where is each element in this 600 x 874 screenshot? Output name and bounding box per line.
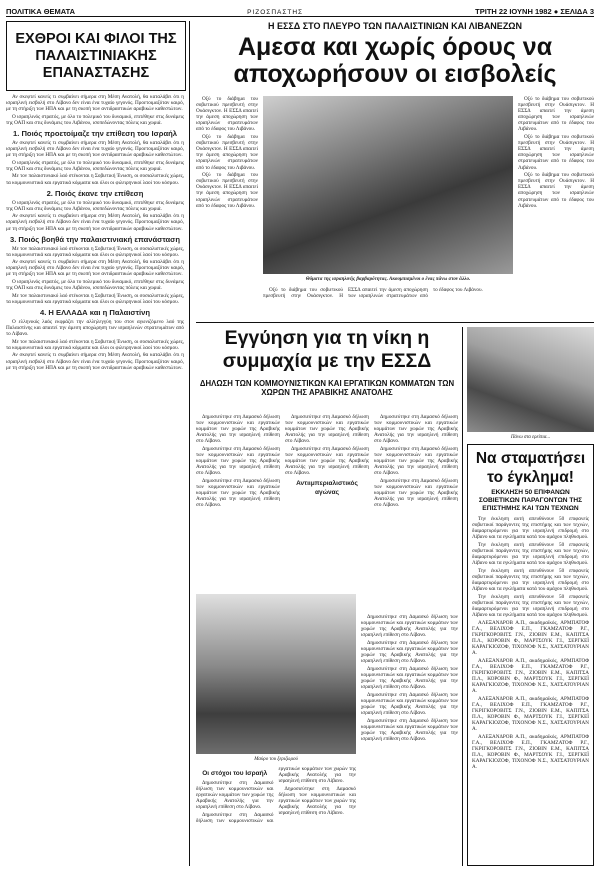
top-right-para-2: Οξύ το διάβημα του σοβιετικού πρεσβευτή στην Ουάσιγκτον. Η ΕΣΣΔ απαιτεί την άμεση αποχώρηση των ισραηλινών στρατευμάτων από το έδαφος του Λιβάνου. [518, 134, 594, 171]
right-signers-4: ΑΛΕΞΑΝΔΡΟΒ Α.Π., ακαδημαϊκός, ΑΡΜΠΑΤΟΦ Γ.Α., ΒΕΛΙΧΟΦ Ε.Π., ΓΚΑΜΖΑΤΟΦ Ρ.Γ., ΓΚΡΙΓΚΟΡΟΒΙΤΣ Γ.Ν., ΖΙΟΒΙΝ Ε.Μ., ΚΑΠΙΤΣΑ Π.Λ., ΚΟΡΟΒΙΝ Φ., ΜΑΡΤΣΟΥΚ Γ.Ι., ΣΕΡΓΚΕΪ ΚΑΡΑΓΚΙΟΖΟΦ, ΤΙΧΟΝΟΦ Ν.Σ., ΧΑΤΣΑΤΟΥΡΙΑΝ Α. [472, 733, 589, 771]
mid-para-2: Δημοσιεύτηκε στη Δαμασκό δήλωση των κομμουνιστικών και εργατικών κομμάτων των χωρών της Αραβικής Ανατολής για την ισραηλινή επίθεση στο Λίβανο. [196, 445, 280, 477]
middle-story-subtitle: ΔΗΛΩΣΗ ΤΩΝ ΚΟΜΜΟΥΝΙΣΤΙΚΩΝ ΚΑΙ ΕΡΓΑΤΙΚΩΝ ΚΟΜΜΑΤΩΝ ΤΩΝ ΧΩΡΩΝ ΤΗΣ ΑΡΑΒΙΚΗΣ ΑΝΑΤΟΛΗΣ [199, 379, 455, 397]
mid-bottom-heading: Οι στόχοι του Ισραήλ [202, 770, 268, 777]
left-heading-4: 4. Η ΕΛΛΑΔΑ και η Παλαιστίνη [39, 307, 150, 317]
left-para-1: Αν σκεφτεί κανείς τι συμβαίνει σήμερα στη Μέση Ανατολή, θα καταλάβει ότι η ισραηλινή εισβολή στο Λίβανο δεν είναι ένα τυχαίο γεγονός. Προετοιμαζόταν καιρό, με τη στήριξη των ΗΠΑ και με τη σιωπή των αντιδραστικών αραβικών καθεστώτων. [6, 94, 184, 113]
top-under-para: Οξύ το διάβημα του σοβιετικού πρεσβευτή στην Ουάσιγκτον. Η ΕΣΣΔ απαιτεί την άμεση αποχώρηση των ισραηλινών στρατευμάτων από το έδαφος του Λιβάνου. [263, 287, 483, 300]
right-signers-3: ΑΛΕΞΑΝΔΡΟΒ Α.Π., ακαδημαϊκός, ΑΡΜΠΑΤΟΦ Γ.Α., ΒΕΛΙΧΟΦ Ε.Π., ΓΚΑΜΖΑΤΟΦ Ρ.Γ., ΓΚΡΙΓΚΟΡΟΒΙΤΣ Γ.Ν., ΖΙΟΒΙΝ Ε.Μ., ΚΑΠΙΤΣΑ Π.Λ., ΚΟΡΟΒΙΝ Φ., ΜΑΡΤΣΟΥΚ Γ.Ι., ΣΕΡΓΚΕΪ ΚΑΡΑΓΚΙΟΖΟΦ, ΤΙΧΟΝΟΦ Ν.Σ., ΧΑΤΣΑΤΟΥΡΙΑΝ Α. [472, 695, 589, 733]
right-para-3: Την έκκληση αυτή απευθύνουν 50 επιφανείς σοβιετικοί παράγοντες της επιστήμης και των τεχνών, διαμαρτυρόμενοι για την ισραηλινή επιδρομή στο Λίβανο και τα εγκλήματα κατά του αμάχου πληθυσμού. [472, 567, 589, 593]
left-article-title: ΕΧΘΡΟΙ ΚΑΙ ΦΙΛΟΙ ΤΗΣ ΠΑΛΑΙΣΤΙΝΙΑΚΗΣ ΕΠΑΝΑΣΤΑΣΗΣ [15, 30, 177, 81]
page-header [6, 4, 594, 17]
left-para-2: Αν σκεφτεί κανείς τι συμβαίνει σήμερα στη Μέση Ανατολή, θα καταλάβει ότι η ισραηλινή εισβολή στο Λίβανο δεν είναι ένα τυχαίο γεγονός. Προετοιμαζόταν καιρό, με τη στήριξη των ΗΠΑ και με τη σιωπή των αντιδραστικών αραβικών καθεστώτων. [6, 139, 184, 159]
top-story-body-left [196, 96, 258, 314]
top-story-body-right [518, 96, 594, 316]
middle-story-photo [196, 594, 356, 754]
top-story-bottom-rule [196, 322, 594, 323]
middle-story-body-lower [361, 614, 458, 866]
mid-para-7: Δημοσιεύτηκε στη Δαμασκό δήλωση των κομμουνιστικών και εργατικών κομμάτων των χωρών της Αραβικής Ανατολής για την ισραηλινή επίθεση στο Λίβανο. [374, 445, 458, 477]
left-para-2b: Ο ισραηλινός στρατός, με όλο το πολεμικό του δυναμικό, επιτέθηκε στις δυνάμεις της ΟΑΠ και στις δυνάμεις του Λιβάνου, ισοπεδώνοντας πόλεις και χωριά. [6, 159, 184, 172]
top-para-1: Οξύ το διάβημα του σοβιετικού πρεσβευτή στην Ουάσιγκτον. Η ΕΣΣΔ απαιτεί την άμεση αποχώρηση των ισραηλινών στρατευμάτων από το έδαφος του Λιβάνου. [196, 96, 258, 133]
right-box-body [472, 516, 589, 844]
left-para-5: Ο ελληνικός λαός εκφράζει την αλληλεγγύη του στον αγωνιζόμενο λαό της Παλαιστίνης και απαιτεί την άμεση αποχώρηση των ισραηλινών στρατευμάτων από το Λίβανο. [6, 318, 184, 338]
left-heading-1: 1. Ποιός προετοίμαζε την επίθεση του Ισραήλ [13, 128, 177, 138]
top-story-body-under-photo [263, 287, 513, 317]
left-para-2c: Με τον παλαιστινιακό λαό στέκονται η Σοβιετική Ένωση, οι σοσιαλιστικές χώρες, τα κομμουνιστικά και εργατικά κόμματα και όλοι οι φιλειρηνικοί λαοί του κόσμου. [6, 173, 184, 186]
mid-lower-para-3: Δημοσιεύτηκε στη Δαμασκό δήλωση των κομμουνιστικών και εργατικών κομμάτων των χωρών της Αραβικής Ανατολής για την ισραηλινή επίθεση στο Λίβανο. [361, 665, 458, 691]
middle-story-body-bottom [196, 766, 356, 866]
mid-lower-para-1: Δημοσιεύτηκε στη Δαμασκό δήλωση των κομμουνιστικών και εργατικών κομμάτων των χωρών της Αραβικής Ανατολής για την ισραηλινή επίθεση στο Λίβανο. [361, 614, 458, 639]
mid-para-8: Δημοσιεύτηκε στη Δαμασκό δήλωση των κομμουνιστικών και εργατικών κομμάτων των χωρών της Αραβικής Ανατολής για την ισραηλινή επίθεση στο Λίβανο. [374, 477, 458, 509]
left-para-3b: Αν σκεφτεί κανείς τι συμβαίνει σήμερα στη Μέση Ανατολή, θα καταλάβει ότι η ισραηλινή εισβολή στο Λίβανο δεν είναι ένα τυχαίο γεγονός. Προετοιμαζόταν καιρό, με τη στήριξη των ΗΠΑ και με τη σιωπή των αντιδραστικών αραβικών καθεστώτων. [6, 213, 184, 232]
left-para-4b: Αν σκεφτεί κανείς τι συμβαίνει σήμερα στη Μέση Ανατολή, θα καταλάβει ότι η ισραηλινή εισβολή στο Λίβανο δεν είναι ένα τυχαίο γεγονός. Προετοιμαζόταν καιρό, με τη στήριξη των ΗΠΑ και με τη σιωπή των αντιδραστικών αραβικών καθεστώτων. [6, 259, 184, 278]
right-signers-2: ΑΛΕΞΑΝΔΡΟΒ Α.Π., ακαδημαϊκός, ΑΡΜΠΑΤΟΦ Γ.Α., ΒΕΛΙΧΟΦ Ε.Π., ΓΚΑΜΖΑΤΟΦ Ρ.Γ., ΓΚΡΙΓΚΟΡΟΒΙΤΣ Γ.Ν., ΖΙΟΒΙΝ Ε.Μ., ΚΑΠΙΤΣΑ Π.Λ., ΚΟΡΟΒΙΝ Φ., ΜΑΡΤΣΟΥΚ Γ.Ι., ΣΕΡΓΚΕΪ ΚΑΡΑΓΚΙΟΖΟΦ, ΤΙΧΟΝΟΦ Ν.Σ., ΧΑΤΣΑΤΟΥΡΙΑΝ Α. [472, 657, 589, 695]
right-box-title: Να σταματήσει το έγκλημα! [475, 450, 586, 486]
right-box [467, 444, 594, 866]
column-divider-right [462, 327, 463, 866]
left-article-body [6, 94, 184, 864]
top-story-caption: Θύματα της ισραηλινής βαρβαρότητας. Ακουμπισμένοι ο ένας πάνω στον άλλο. [305, 277, 471, 282]
mid-para-5: Δημοσιεύτηκε στη Δαμασκό δήλωση των κομμουνιστικών και εργατικών κομμάτων των χωρών της Αραβικής Ανατολής για την ισραηλινή επίθεση στο Λίβανο. [285, 445, 369, 477]
right-signers-1: ΑΛΕΞΑΝΔΡΟΒ Α.Π., ακαδημαϊκός, ΑΡΜΠΑΤΟΦ Γ.Α., ΒΕΛΙΧΟΦ Ε.Π., ΓΚΑΜΖΑΤΟΦ Ρ.Γ., ΓΚΡΙΓΚΟΡΟΒΙΤΣ Γ.Ν., ΖΙΟΒΙΝ Ε.Μ., ΚΑΠΙΤΣΑ Π.Λ., ΚΟΡΟΒΙΝ Φ., ΜΑΡΤΣΟΥΚ Γ.Ι., ΣΕΡΓΚΕΪ ΚΑΡΑΓΚΙΟΖΟΦ, ΤΙΧΟΝΟΦ Ν.Σ., ΧΑΤΣΑΤΟΥΡΙΑΝ Α. [472, 619, 589, 656]
top-right-para-3: Οξύ το διάβημα του σοβιετικού πρεσβευτή στην Ουάσιγκτον. Η ΕΣΣΔ απαιτεί την άμεση αποχώρηση των ισραηλινών στρατευμάτων από το έδαφος του Λιβάνου. [518, 172, 594, 209]
section-label: ΠΟΛΙΤΙΚΑ ΘΕΜΑΤΑ [6, 7, 76, 16]
mid-para-4: Δημοσιεύτηκε στη Δαμασκό δήλωση των κομμουνιστικών και εργατικών κομμάτων των χωρών της Αραβικής Ανατολής για την ισραηλινή επίθεση στο Λίβανο. [285, 414, 369, 445]
mid-bottom-para-3: Δημοσιεύτηκε στη Δαμασκό δήλωση των κομμουνιστικών και εργατικών κομμάτων των χωρών της Αραβικής Ανατολής για την ισραηλινή επίθεση στο Λίβανο. [278, 785, 356, 817]
left-para-4d: Με τον παλαιστινιακό λαό στέκονται η Σοβιετική Ένωση, οι σοσιαλιστικές χώρες, τα κομμουνιστικά και εργατικά κόμματα και όλοι οι φιλειρηνικοί λαοί του κόσμου. [6, 292, 184, 305]
mid-lower-para-2: Δημοσιεύτηκε στη Δαμασκό δήλωση των κομμουνιστικών και εργατικών κομμάτων των χωρών της Αραβικής Ανατολής για την ισραηλινή επίθεση στο Λίβανο. [361, 639, 458, 665]
top-story-title: Αμεσα και χωρίς όρους να αποχωρήσουν οι εισβολείς [233, 33, 557, 88]
left-heading-3: 3. Ποιός βοηθά την παλαιστινιακή επανάσταση [9, 234, 181, 244]
right-box-subtitle: ΕΚΚΛΗΣΗ 50 ΕΠΙΦΑΝΩΝ ΣΟΒΙΕΤΙΚΩΝ ΠΑΡΑΓΟΝΤΩΝ ΤΗΣ ΕΠΙΣΤΗΜΗΣ ΚΑΙ ΤΩΝ ΤΕΧΝΩΝ [478, 489, 583, 512]
left-para-5b: Με τον παλαιστινιακό λαό στέκονται η Σοβιετική Ένωση, οι σοσιαλιστικές χώρες, τα κομμουνιστικά και εργατικά κόμματα και όλοι οι φιλειρηνικοί λαοί του κόσμου. [6, 338, 184, 351]
mid-para-3: Δημοσιεύτηκε στη Δαμασκό δήλωση των κομμουνιστικών και εργατικών κομμάτων των χωρών της Αραβικής Ανατολής για την ισραηλινή επίθεση στο Λίβανο. [196, 477, 280, 509]
left-para-4: Με τον παλαιστινιακό λαό στέκονται η Σοβιετική Ένωση, οι σοσιαλιστικές χώρες, τα κομμουνιστικά και εργατικά κόμματα και όλοι οι φιλειρηνικοί λαοί του κόσμου. [6, 245, 184, 258]
mid-side-heading: Αντιιμπεριαλιστικός αγώνας [296, 480, 358, 497]
left-title-box [6, 21, 186, 91]
left-para-3: Ο ισραηλινός στρατός, με όλο το πολεμικό του δυναμικό, επιτέθηκε στις δυνάμεις της ΟΑΠ και στις δυνάμεις του Λιβάνου, ισοπεδώνοντας πόλεις και χωριά. [6, 199, 184, 212]
top-para-3: Οξύ το διάβημα του σοβιετικού πρεσβευτή στην Ουάσιγκτον. Η ΕΣΣΔ απαιτεί την άμεση αποχώρηση των ισραηλινών στρατευμάτων από το έδαφος του Λιβάνου. [196, 172, 258, 209]
right-para-2: Την έκκληση αυτή απευθύνουν 50 επιφανείς σοβιετικοί παράγοντες της επιστήμης και των τεχνών, διαμαρτυρόμενοι για την ισραηλινή επιδρομή στο Λίβανο και τα εγκλήματα κατά του αμάχου πληθυσμού. [472, 541, 589, 567]
mid-lower-para-5: Δημοσιεύτηκε στη Δαμασκό δήλωση των κομμουνιστικών και εργατικών κομμάτων των χωρών της Αραβικής Ανατολής για την ισραηλινή επίθεση στο Λίβανο. [361, 717, 458, 742]
top-right-para-1: Οξύ το διάβημα του σοβιετικού πρεσβευτή στην Ουάσιγκτον. Η ΕΣΣΔ απαιτεί την άμεση αποχώρηση των ισραηλινών στρατευμάτων από το έδαφος του Λιβάνου. [518, 96, 594, 133]
left-para-5c: Αν σκεφτεί κανείς τι συμβαίνει σήμερα στη Μέση Ανατολή, θα καταλάβει ότι η ισραηλινή εισβολή στο Λίβανο δεν είναι ένα τυχαίο γεγονός. Προετοιμαζόταν καιρό, με τη στήριξη των ΗΠΑ και με τη σιωπή των αντιδραστικών αραβικών καθεστώτων. [6, 352, 184, 371]
right-box-photo [467, 327, 594, 432]
left-para-1b: Ο ισραηλινός στρατός, με όλο το πολεμικό του δυναμικό, επιτέθηκε στις δυνάμεις της ΟΑΠ και στις δυνάμεις του Λιβάνου, ισοπεδώνοντας πόλεις και χωριά. [6, 113, 184, 126]
middle-story-body [196, 414, 458, 609]
paper-name: ΡΙΖΟΣΠΑΣΤΗΣ [247, 9, 304, 16]
mid-bottom-para-1: Δημοσιεύτηκε στη Δαμασκό δήλωση των κομμουνιστικών και εργατικών κομμάτων των χωρών της Αραβικής Ανατολής για την ισραηλινή επίθεση στο Λίβανο. [196, 780, 274, 811]
left-heading-2: 2. Ποιός έκανε την επίθεση [46, 188, 144, 198]
mid-bottom-para-2: Δημοσιεύτηκε στη Δαμασκό δήλωση των κομμουνιστικών και εργατικών κομμάτων των χωρών της Αραβικής Ανατολής για την ισραηλινή επίθεση στο Λίβανο. [196, 766, 356, 825]
right-para-1: Την έκκληση αυτή απευθύνουν 50 επιφανείς σοβιετικοί παράγοντες της επιστήμης και των τεχνών, διαμαρτυρόμενοι για την ισραηλινή επιδρομή στο Λίβανο και τα εγκλήματα κατά του αμάχου πληθυσμού. [472, 516, 589, 541]
top-story-kicker: Η ΕΣΣΔ ΣΤΟ ΠΛΕΥΡΟ ΤΩΝ ΠΑΛΑΙΣΤΙΝΙΩΝ ΚΑΙ ΛΙΒΑΝΕΖΩΝ [267, 21, 523, 31]
top-story-photo [263, 96, 513, 274]
date-page: ΤΡΙΤΗ 22 ΙΟΥΝΗ 1982 ● ΣΕΛΙΔΑ 3 [475, 7, 594, 16]
mid-lower-para-4: Δημοσιεύτηκε στη Δαμασκό δήλωση των κομμουνιστικών και εργατικών κομμάτων των χωρών της Αραβικής Ανατολής για την ισραηλινή επίθεση στο Λίβανο. [361, 691, 458, 716]
right-box-caption: Πάνω στα ερείπια... [510, 435, 551, 440]
left-para-4c: Ο ισραηλινός στρατός, με όλο το πολεμικό του δυναμικό, επιτέθηκε στις δυνάμεις της ΟΑΠ και στις δυνάμεις του Λιβάνου, ισοπεδώνοντας πόλεις και χωριά. [6, 279, 184, 292]
mid-para-1: Δημοσιεύτηκε στη Δαμασκό δήλωση των κομμουνιστικών και εργατικών κομμάτων των χωρών της Αραβικής Ανατολής για την ισραηλινή επίθεση στο Λίβανο. [196, 414, 280, 445]
column-divider-left [189, 21, 190, 866]
top-para-2: Οξύ το διάβημα του σοβιετικού πρεσβευτή στην Ουάσιγκτον. Η ΕΣΣΔ απαιτεί την άμεση αποχώρηση των ισραηλινών στρατευμάτων από το έδαφος του Λιβάνου. [196, 134, 258, 171]
newspaper-page [6, 4, 594, 870]
middle-story-caption: Μαύρο του ξεριζωμού [254, 757, 298, 762]
middle-story-title: Εγγύηση για τη νίκη η συμμαχία με την ΕΣΣΔ [222, 327, 432, 372]
mid-para-6: Δημοσιεύτηκε στη Δαμασκό δήλωση των κομμουνιστικών και εργατικών κομμάτων των χωρών της Αραβικής Ανατολής για την ισραηλινή επίθεση στο Λίβανο. [374, 414, 458, 445]
right-para-4: Την έκκληση αυτή απευθύνουν 50 επιφανείς σοβιετικοί παράγοντες της επιστήμης και των τεχνών, διαμαρτυρόμενοι για την ισραηλινή επιδρομή στο Λίβανο και τα εγκλήματα κατά του αμάχου πληθυσμού. [472, 593, 589, 618]
